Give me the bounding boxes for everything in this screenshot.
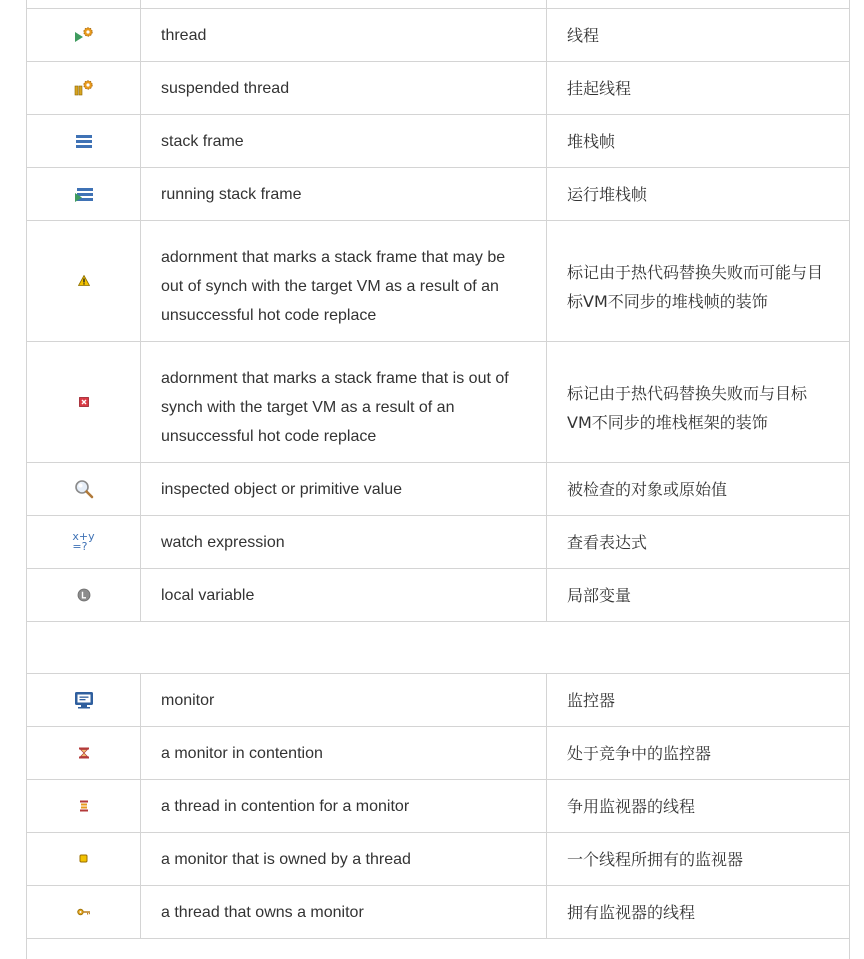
table-row [27, 674, 850, 727]
icon-cell [27, 516, 141, 569]
english-label: a monitor in contention [141, 727, 547, 780]
icon-cell [27, 342, 141, 463]
icon-cell [27, 62, 141, 115]
table-row [27, 569, 850, 622]
table-row [27, 168, 850, 221]
chinese-label: 局部变量 [547, 569, 850, 622]
table-bottom-stub [27, 939, 850, 959]
chinese-label: 争用监视器的线程 [547, 780, 850, 833]
english-label: adornment that marks a stack frame that is out of synch with the target VM as a result of an unsuccessful hot code replace [141, 342, 547, 463]
table-row [27, 221, 850, 342]
table-row [27, 727, 850, 780]
icon-cell [27, 886, 141, 939]
table-row [27, 833, 850, 886]
warning-adornment-icon [78, 275, 90, 286]
table-row [27, 9, 850, 62]
english-label: monitor [141, 674, 547, 727]
english-label: adornment that marks a stack frame that may be out of synch with the target VM as a result of an unsuccessful hot code replace [141, 221, 547, 342]
table-row [27, 115, 850, 168]
chinese-label: 处于竞争中的监控器 [547, 727, 850, 780]
english-label: running stack frame [141, 168, 547, 221]
running-stack-frame-icon [74, 186, 94, 202]
icon-cell [27, 221, 141, 342]
local-variable-icon [77, 588, 91, 602]
monitor-contention-icon [78, 747, 90, 759]
chinese-label: 一个线程所拥有的监视器 [547, 833, 850, 886]
english-label: a thread in contention for a monitor [141, 780, 547, 833]
chinese-label: 线程 [547, 9, 850, 62]
icon-cell [27, 569, 141, 622]
chinese-label: 标记由于热代码替换失败而与目标VM不同步的堆栈框架的装饰 [547, 342, 850, 463]
running-thread-icon [74, 27, 94, 43]
english-label: thread [141, 9, 547, 62]
icon-cell [27, 168, 141, 221]
icon-cell [27, 674, 141, 727]
english-label: suspended thread [141, 62, 547, 115]
icon-cell [27, 727, 141, 780]
table-row [27, 62, 850, 115]
english-label: watch expression [141, 516, 547, 569]
spacer-row [27, 622, 850, 674]
table-row [27, 516, 850, 569]
icon-cell [27, 833, 141, 886]
chinese-label: 挂起线程 [547, 62, 850, 115]
english-label: stack frame [141, 115, 547, 168]
icon-cell [27, 9, 141, 62]
table-row [27, 463, 850, 516]
chinese-label: 堆栈帧 [547, 115, 850, 168]
owned-monitor-icon [79, 854, 88, 863]
chinese-label: 监控器 [547, 674, 850, 727]
suspended-thread-icon [74, 80, 94, 96]
icon-cell [27, 115, 141, 168]
chinese-label: 运行堆栈帧 [547, 168, 850, 221]
english-label: inspected object or primitive value [141, 463, 547, 516]
chinese-label: 拥有监视器的线程 [547, 886, 850, 939]
table-row [27, 886, 850, 939]
icon-cell [27, 463, 141, 516]
error-adornment-icon [79, 397, 89, 407]
watch-expression-top-text: x+y [72, 532, 94, 542]
thread-contention-icon [79, 800, 89, 812]
icon-cell [27, 780, 141, 833]
table-row [27, 342, 850, 463]
table-row [27, 780, 850, 833]
watch-expression-bottom-text: =? [72, 542, 94, 552]
english-label: local variable [141, 569, 547, 622]
stack-frame-icon [75, 133, 93, 149]
table-top-stub [27, 0, 850, 9]
magnifier-icon [74, 479, 94, 499]
chinese-label: 标记由于热代码替换失败而可能与目标VM不同步的堆栈帧的装饰 [547, 221, 850, 342]
english-label: a thread that owns a monitor [141, 886, 547, 939]
monitor-icon [74, 691, 94, 709]
english-label: a monitor that is owned by a thread [141, 833, 547, 886]
chinese-label: 查看表达式 [547, 516, 850, 569]
chinese-label: 被检查的对象或原始值 [547, 463, 850, 516]
watch-expression-icon [72, 532, 94, 552]
key-icon [77, 908, 91, 916]
debug-icons-table [26, 0, 850, 959]
